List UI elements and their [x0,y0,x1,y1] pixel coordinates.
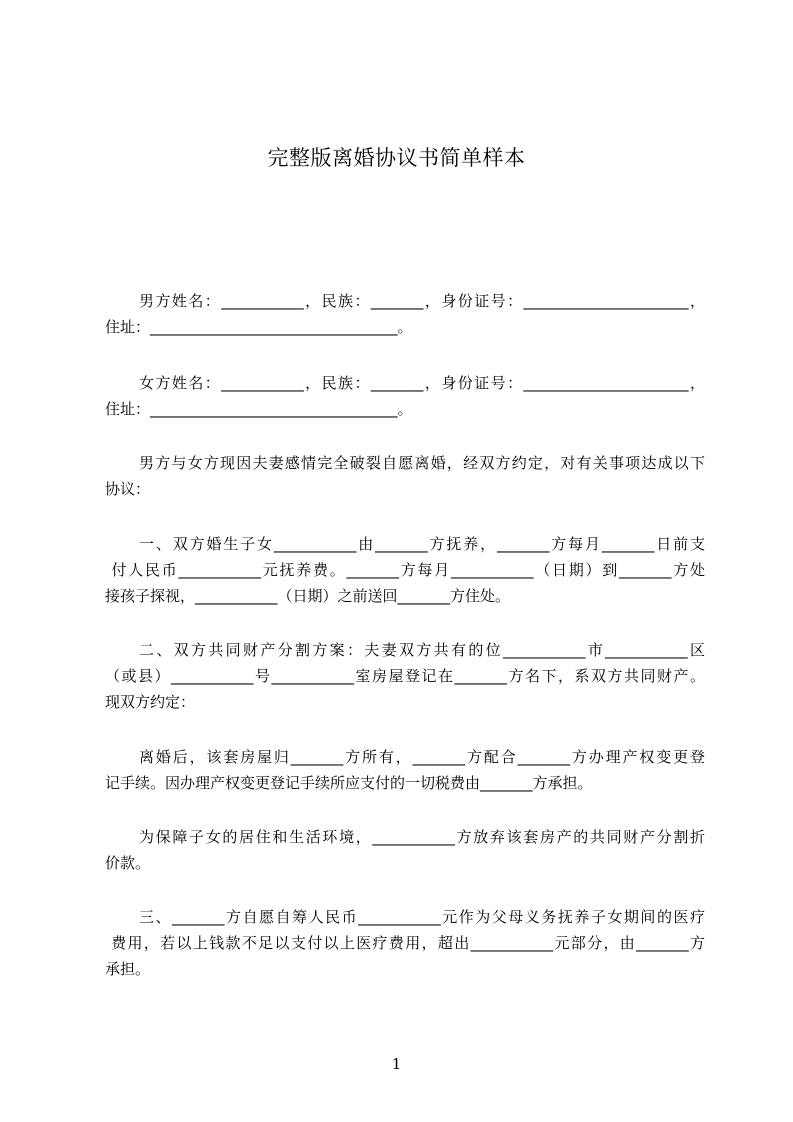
paragraph-line: 男方与女方现因夫妻感情完全破裂自愿离婚，经双方约定，对有关事项达成以下 [139,454,705,472]
paragraph-line: 价款。 [105,854,151,872]
document-title: 完整版离婚协议书简单样本 [267,146,526,170]
paragraph-line: 记手续。因办理产权变更登记手续所应支付的一切税费由_______方承担。 [105,774,593,792]
paragraph-line: 承担。 [105,960,151,978]
paragraph-line: 协议： [105,480,151,498]
paragraph-line: 男方姓名：___________，民族：_______，身份证号：______________________， [139,292,705,310]
paragraph-line: 一、双方婚生子女___________由_______方抚养，_______方每月_______日前支 [139,535,705,553]
paragraph-line: 接孩子探视，___________（日期）之前送回_______方住处。 [105,587,511,605]
paragraph-line: 现双方约定： [105,693,196,711]
paragraph-line: 付人民币___________元抚养费。_______方每月___________（日期）到_______方处 [105,561,705,579]
paragraph-line: 住址：_________________________________。 [105,318,413,336]
paragraph-line: 女方姓名：___________，民族：_______，身份证号：______________________， [139,374,705,392]
page-number: 1 [391,1055,402,1073]
paragraph-line: （或县）___________号___________室房屋登记在_______方名下，系双方共同财产。 [105,667,705,685]
paragraph-line: 住址：_________________________________。 [105,400,413,418]
paragraph-line: 离婚后，该套房屋归_______方所有，_______方配合_______方办理产权变更登 [139,748,705,766]
paragraph-line: 为保障子女的居住和生活环境，___________方放弃该套房产的共同财产分割折 [139,828,705,846]
paragraph-line: 二、双方共同财产分割方案：夫妻双方共有的位___________市___________区 [139,641,705,659]
paragraph-line: 三、_______方自愿自筹人民币___________元作为父母义务抚养子女期间的医疗 [139,908,705,926]
paragraph-line: 费用，若以上钱款不足以支付以上医疗费用，超出___________元部分，由_______方 [105,934,705,952]
